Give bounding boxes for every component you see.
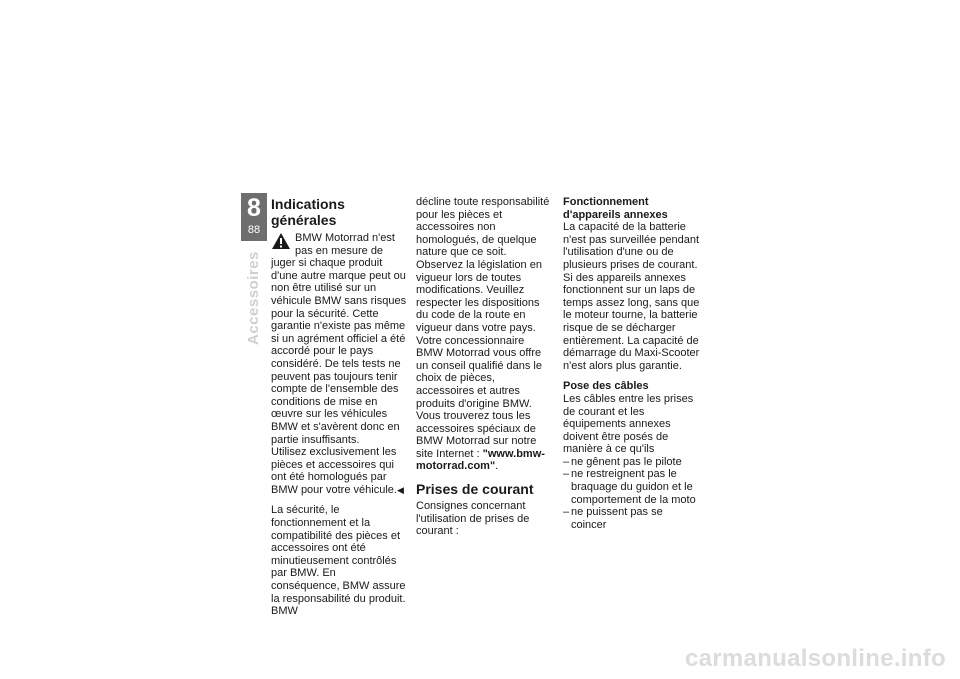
heading-cable-routing: Pose des câbles [563,380,649,393]
warning-text: BMW Motorrad n'est pas en mesure de juger si chaque produit d'une autre marque peut ou non être utilisé sur un véhicule BMW sans risques pour la sécurité. Cette garantie n'existe pas même si un agrément officiel a été accordé pour le pays considéré. De tels tests ne peuvent pas toujours tenir compte de l'ensemble des conditions de mise en œuvre sur les véhicules BMW et s'avèrent donc en partie insuffisants. [271,232,407,446]
watermark: carmanualsonline.info [684,645,946,672]
paragraph: La sécurité, le fonctionnement et la compatibilité des pièces et accessoires ont été minutieusement contrôlés par BMW. En conséquence, BMW assure la responsabilité du produit. BMW [271,504,406,618]
paragraph: Observez la législation en vigueur lors de toutes modifications. Veuillez respecter les dispositions du code de la route en vigueur dans votre pays. [416,258,542,334]
column-1 [271,196,407,618]
paragraph: décline toute responsabilité pour les pièces et accessoires non homologués, de quelque nature que ce soit. [416,196,550,259]
warning-block [271,232,407,446]
column-2 [416,196,552,538]
paragraph: Utilisez exclusivement les pièces et accessoires qui ont été homologués par BMW pour votre véhicule.◀ [271,446,404,496]
column-3 [563,196,701,531]
paragraph: Les câbles entre les prises de courant et les équipements annexes doivent être posés de manière à ce qu'ils [563,392,694,456]
list-item: – ne gênent pas le pilote [563,455,682,468]
list-item: – ne puissent pas se coincer [563,506,663,531]
chapter-number: 8 [247,194,261,222]
warning-icon [271,232,291,250]
paragraph: Vous trouverez tous les accessoires spéciaux de BMW Motorrad sur notre site Internet : "www.bmw-motorrad.com". [416,410,545,473]
cable-list [563,456,701,532]
list-item: – ne restreignent pas le braquage du guidon et le comportement de la moto [563,468,696,506]
paragraph: Consignes concernant l'utilisation de prises de courant : [416,500,530,538]
heading-power-sockets: Prises de courant [416,481,534,498]
website-link[interactable]: "www.bmw-motorrad.com" [416,447,545,473]
end-mark-icon: ◀ [396,484,404,495]
paragraph: La capacité de la batterie n'est pas surveillée pendant l'utilisation d'une ou de plusieurs prises de courant. Si des appareils annexes fonctionnent sur un laps de temps assez long, sans que le moteur tourne, la batterie risque de se décharger entièrement. La capacité de démarrage du Maxi-Scooter n'est alors plus garantie. [563,221,700,372]
page-number: 88 [247,224,261,236]
section-label: Accessoires [245,251,262,345]
heading-accessory-devices: Fonctionnement d'appareils annexes [563,196,668,221]
paragraph: Votre concessionnaire BMW Motorrad vous offre un conseil qualifié dans le choix de pièces, accessoires et autres produits d'origine BMW. [416,334,542,410]
heading-general-indications: Indications générales [271,196,345,228]
